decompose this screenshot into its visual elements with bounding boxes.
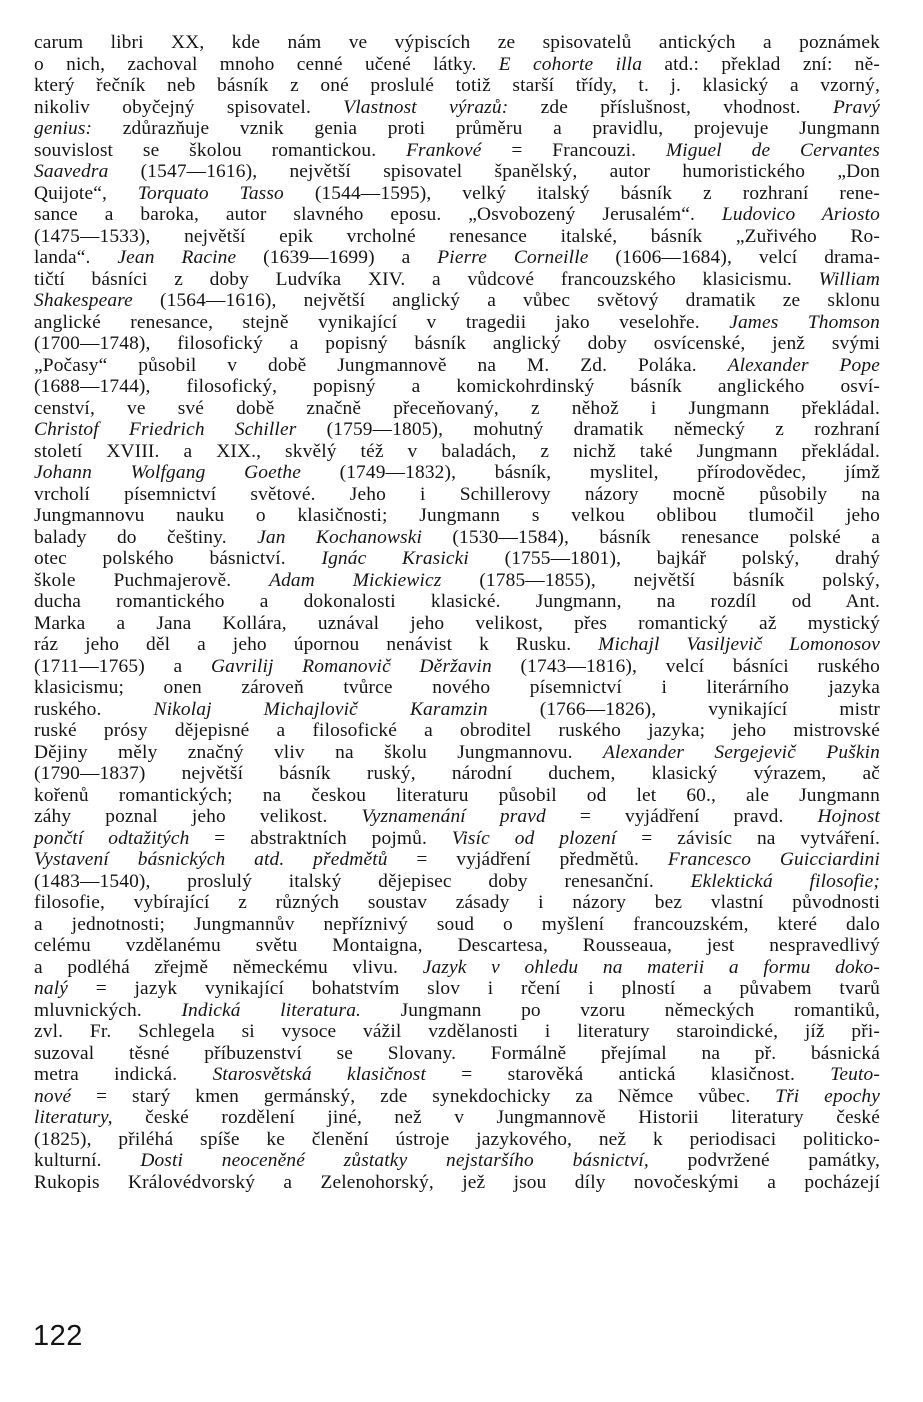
text-segment: klasicismu; onen zároveň tvůrce nového písemnictví i literárního jazyka <box>34 677 880 698</box>
text-segment: Marka a Jana Kollára, uznával jeho velikost, přes romantický až mystický <box>34 612 880 634</box>
text-segment: záhy poznal jeho velikost. <box>34 806 362 827</box>
text-line <box>34 699 880 721</box>
italic-term: Alexander Sergejevič Puškin <box>603 741 881 763</box>
text-segment: (1700—1748), filosofický a popisný básník anglický doby osvícenské, jenž svými <box>34 333 880 354</box>
text-line <box>34 398 880 420</box>
text-segment: sance a baroka, autor slavného eposu. „Osvobozený Jerusalém“. <box>34 204 722 225</box>
text-line <box>34 957 880 979</box>
text-segment: mluvnických. <box>34 999 182 1021</box>
text-segment: (1606—1684), velcí drama- <box>588 247 881 268</box>
text-line <box>34 978 880 1000</box>
italic-term: genius: <box>34 118 93 139</box>
text-segment: Dějiny měly značný vliv na školu Jungmannovu. <box>34 741 604 763</box>
italic-term: Miguel de Cervantes <box>665 139 880 161</box>
text-segment: = jazyk vynikající bohatstvím slov i rčení i plností a půvabem tvarů <box>68 978 880 999</box>
text-line <box>34 54 880 76</box>
text-line <box>34 828 880 850</box>
text-segment: „Počasy“ působil v době Jungmannově na M. Zd. Poláka. <box>34 354 728 376</box>
text-segment: (1544—1595), velký italský básník z rozhraní rene- <box>283 182 880 204</box>
text-line <box>34 462 880 484</box>
text-segment: o nich, zachoval mnoho cenné učené látky. <box>34 53 499 75</box>
italic-term: William <box>818 268 880 290</box>
text-segment: = závisíc na vytváření. <box>616 827 880 849</box>
text-line <box>34 634 880 656</box>
text-line <box>34 1129 880 1151</box>
italic-term: Johann Wolfgang Goethe <box>34 462 301 483</box>
text-line <box>34 161 880 183</box>
text-segment: cenství, ve své době značně přeceňovaný, z něhož i Jungmann překládal. <box>34 397 880 419</box>
text-segment: (1749—1832), básník, myslitel, přírodovědec, jímž <box>300 462 880 483</box>
italic-term: Francesco Guicciardini <box>667 849 880 870</box>
text-segment: tičtí básníci z doby Ludvíka XIV. a vůdcové francouzského klasicismu. <box>34 268 819 290</box>
text-line <box>34 806 880 828</box>
text-segment: anglické renesance, stejně vynikající v tragedii jako veselohře. <box>34 311 730 333</box>
text-segment: (1483—1540), proslulý italský dějepisec doby renesanční. <box>34 870 691 892</box>
text-segment: Quijote“, <box>34 182 138 204</box>
text-segment: (1530—1584), básník renesance polské a <box>422 526 880 548</box>
text-segment: vrcholí písemnictví světové. Jeho i Schillerovy názory mocně působily na <box>34 483 880 505</box>
italic-term: Vystavení básnických atd. předmětů <box>34 849 388 870</box>
italic-term: nalý <box>34 978 68 999</box>
italic-term: Torquato Tasso <box>137 182 284 204</box>
text-segment: balady do češtiny. <box>34 526 258 548</box>
italic-term: Frankové <box>406 139 482 161</box>
text-line <box>34 312 880 334</box>
italic-term: Gavrilij Romanovič Děržavin <box>210 655 492 677</box>
italic-term: Adam Mickiewicz <box>269 569 442 591</box>
text-segment: (1743—1816), velcí básníci ruského <box>491 655 880 677</box>
text-line <box>34 484 880 506</box>
text-line <box>34 914 880 936</box>
text-line <box>34 441 880 463</box>
italic-term: nové <box>34 1085 72 1107</box>
text-segment: = starověká antická klasičnost. <box>426 1064 831 1085</box>
text-segment: = vyjádření pravd. <box>545 806 818 827</box>
text-segment: podvržené památky, <box>648 1150 880 1171</box>
page-number: 122 <box>33 1320 83 1352</box>
text-segment: (1785—1855), největší básník polský, <box>441 569 880 591</box>
text-segment: (1688—1744), filosofický, popisný a komickohrdinský básník anglického osví- <box>34 376 880 397</box>
text-segment: atd.: překlad zní: ně- <box>642 53 880 75</box>
italic-term: Jean Racine <box>117 247 237 268</box>
text-line <box>34 333 880 355</box>
text-line <box>34 226 880 248</box>
italic-term: Jan Kochanowski <box>257 526 423 548</box>
text-line <box>34 419 880 441</box>
italic-term: Christof Friedrich Schiller <box>34 419 297 440</box>
text-segment: české rozdělení jiné, než v Jungmannově Historii literatury české <box>112 1107 880 1128</box>
text-segment: a jednotnosti; Jungmannův nepříznivý soud o myšlení francouzském, které dalo <box>34 913 880 935</box>
text-line <box>34 527 880 549</box>
text-segment: (1564—1616), největší anglický a vůbec světový dramatik ze sklonu <box>132 290 880 311</box>
text-line <box>34 613 880 635</box>
text-segment: zde příslušnost, vhodnost. <box>508 96 833 118</box>
text-segment: (1759—1805), mohutný dramatik německý z rozhraní <box>296 419 881 440</box>
text-segment: = vyjádření předmětů. <box>387 849 668 870</box>
text-line <box>34 505 880 527</box>
italic-term: Hojnost <box>817 806 880 827</box>
italic-term: Vlastnost výrazů: <box>343 96 509 118</box>
italic-term: E cohorte illa <box>498 53 643 75</box>
text-line <box>34 849 880 871</box>
italic-term: Pravý <box>832 96 880 118</box>
text-segment: (1755—1801), bajkář polský, drahý <box>468 548 880 569</box>
text-line <box>34 1021 880 1043</box>
text-line <box>34 785 880 807</box>
text-segment: landa“. <box>34 247 118 268</box>
text-segment: zdůrazňuje vznik genia proti průměru a pravidlu, projevuje Jungmann <box>92 118 880 139</box>
text-line <box>34 1064 880 1086</box>
text-segment: (1711—1765) a <box>34 655 211 677</box>
text-line <box>34 677 880 699</box>
italic-term: Pierre Corneille <box>437 247 589 268</box>
text-line <box>34 97 880 119</box>
italic-term: Shakespeare <box>34 290 133 311</box>
text-segment: filosofie, vybírající z různých soustav zásady i názory bez vlastní původnosti <box>34 892 880 913</box>
italic-term: Teuto- <box>830 1064 880 1085</box>
text-line <box>34 75 880 97</box>
text-segment: ducha romantického a dokonalosti klasické. Jungmann, na rozdíl od Ant. <box>34 591 880 612</box>
text-line <box>34 871 880 893</box>
text-line <box>34 570 880 592</box>
text-segment: a podléhá zřejmě německému vlivu. <box>34 956 423 978</box>
text-line <box>34 247 880 269</box>
text-line <box>34 742 880 764</box>
text-segment: = starý kmen germánský, zde synekdochicky za Němce vůbec. <box>71 1085 776 1107</box>
italic-term: Vyznamenání pravd <box>361 806 546 827</box>
italic-term: Starosvětská klasičnost <box>212 1064 427 1085</box>
text-segment: ráz jeho děl a jeho úpornou nenávist k Rusku. <box>34 634 599 655</box>
text-segment: = Francouzi. <box>481 139 666 161</box>
text-line <box>34 290 880 312</box>
text-segment: otec polského básnictví. <box>34 548 322 569</box>
text-line <box>34 183 880 205</box>
text-segment: (1547—1616), největší spisovatel španělský, autor humoristického „Don <box>108 161 880 182</box>
text-segment: škole Puchmajerově. <box>34 569 270 591</box>
text-segment: celému vzdělanému světu Montaigna, Descartesa, Rousseaua, jest nespravedlivý <box>34 935 880 956</box>
text-segment: suzoval těsné příbuzenství se Slovany. Formálně přejímal na př. básnická <box>34 1042 880 1064</box>
text-segment: (1639—1699) a <box>236 247 438 268</box>
text-segment: (1790—1837) největší básník ruský, národní duchem, klasický výrazem, ač <box>34 763 880 784</box>
text-line <box>34 763 880 785</box>
italic-term: literatury, <box>34 1107 113 1128</box>
italic-term: Ignác Krasicki <box>321 548 469 569</box>
text-line <box>34 935 880 957</box>
text-line <box>34 140 880 162</box>
text-line <box>34 269 880 291</box>
italic-term: Saavedra <box>34 161 109 182</box>
italic-term: James Thomson <box>729 311 880 333</box>
text-line <box>34 548 880 570</box>
text-segment: carum libri XX, kde nám ve výpiscích ze spisovatelů antických a poznámek <box>34 32 880 53</box>
italic-term: Nikolaj Michajlovič Karamzin <box>153 698 488 720</box>
text-line <box>34 1086 880 1108</box>
text-line <box>34 1000 880 1022</box>
text-segment: století XVIII. a XIX., skvělý též v baladách, z nichž také Jungmann překládal. <box>34 440 880 462</box>
text-line <box>34 1172 880 1194</box>
italic-term: Dosti neoceněné zůstatky nejstaršího básnictví, <box>140 1150 649 1171</box>
text-line <box>34 720 880 742</box>
italic-term: Tři epochy <box>775 1085 880 1107</box>
italic-term: pončtí odtažitých <box>34 827 190 849</box>
text-segment: ruského. <box>34 698 154 720</box>
text-line <box>34 591 880 613</box>
text-segment: nikoliv obyčejný spisovatel. <box>34 96 344 118</box>
text-segment: ruské prósy dějepisné a filosofické a obroditel ruského jazyka; jeho mistrovské <box>34 720 880 741</box>
text-line <box>34 118 880 140</box>
italic-term: Ludovico Ariosto <box>721 204 880 225</box>
text-segment: kořenů romantických; na českou literaturu působil od let 60., ale Jungmann <box>34 784 880 806</box>
text-segment: který řečník neb básník z oné proslulé totiž starší třídy, t. j. klasický a vzorný, <box>34 75 880 96</box>
text-line <box>34 204 880 226</box>
text-segment: zvl. Fr. Schlegela si vysoce vážil vzdělanosti i literatury staroindické, jíž při- <box>34 1021 880 1042</box>
text-segment: (1766—1826), vynikající mistr <box>487 698 880 720</box>
text-segment: = abstraktních pojmů. <box>189 827 452 849</box>
text-line <box>34 1107 880 1129</box>
text-line <box>34 376 880 398</box>
text-line <box>34 355 880 377</box>
text-line <box>34 656 880 678</box>
text-segment: souvislost se školou romantickou. <box>34 139 407 161</box>
text-segment: Rukopis Královédvorský a Zelenohorský, jež jsou díly novočeskými a pocházejí <box>34 1171 880 1193</box>
italic-term: Alexander Pope <box>727 354 880 376</box>
text-segment: metra indická. <box>34 1064 213 1085</box>
italic-term: Jazyk v ohledu na materii a formu doko- <box>422 956 880 978</box>
text-segment: (1475—1533), největší epik vrcholné renesance italské, básník „Zuřivého Ro- <box>34 225 880 247</box>
body-text <box>34 32 880 1193</box>
text-segment: (1825), přiléhá spíše ke členění ústroje jazykového, než k periodisaci politicko- <box>34 1128 880 1150</box>
text-line <box>34 1043 880 1065</box>
text-line <box>34 1150 880 1172</box>
text-line <box>34 892 880 914</box>
text-line <box>34 32 880 54</box>
text-segment: kulturní. <box>34 1150 141 1171</box>
italic-term: Michajl Vasiljevič Lomonosov <box>598 634 880 655</box>
italic-term: Eklektická filosofie; <box>690 870 880 892</box>
text-segment: Jungmannovu nauku o klasičnosti; Jungmann s velkou oblibou tlumočil jeho <box>34 505 880 526</box>
text-segment: Jungmann po vzoru německých romantiků, <box>361 999 881 1021</box>
italic-term: Visíc od plození <box>451 827 617 849</box>
italic-term: Indická literatura. <box>181 999 362 1021</box>
